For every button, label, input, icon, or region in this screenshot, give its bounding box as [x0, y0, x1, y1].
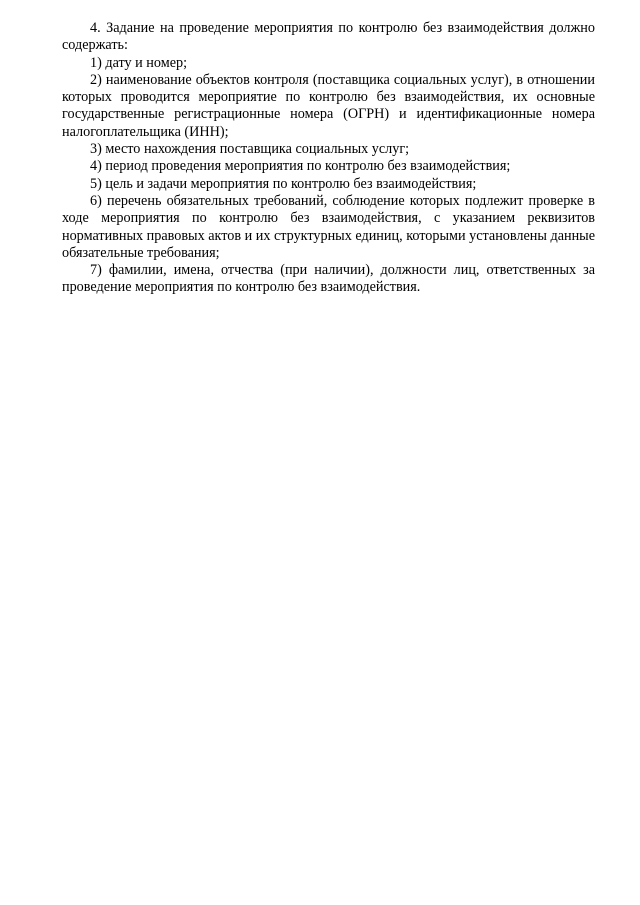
list-item-3: 3) место нахождения поставщика социальных услуг;	[90, 141, 410, 158]
document-page	[62, 20, 595, 297]
list-item-6: 6) перечень обязательных требований, соблюдение которых подлежит проверке в ходе мероприятия по контролю без взаимодействия, с указанием реквизитов нормативных правовых актов и их структурных единиц, которыми установлены данные обязательные требования;	[62, 192, 595, 261]
list-item-2: 2) наименование объектов контроля (поставщика социальных услуг), в отношении которых проводится мероприятие по контролю без взаимодействия, их основные государственные регистрационные номера (ОГРН) и идентификационные номера налогоплательщика (ИНН);	[62, 71, 595, 140]
paragraph-section-4: 4. Задание на проведение мероприятия по контролю без взаимодействия должно содержать:	[62, 20, 595, 54]
list-item-1: 1) дату и номер;	[90, 54, 188, 71]
list-item-7: 7) фамилии, имена, отчества (при наличии), должности лиц, ответственных за проведение мероприятия по контролю без взаимодействия.	[62, 262, 595, 296]
list-item-4: 4) период проведения мероприятия по контролю без взаимодействия;	[90, 158, 511, 175]
list-item-5: 5) цель и задачи мероприятия по контролю без взаимодействия;	[90, 175, 477, 192]
